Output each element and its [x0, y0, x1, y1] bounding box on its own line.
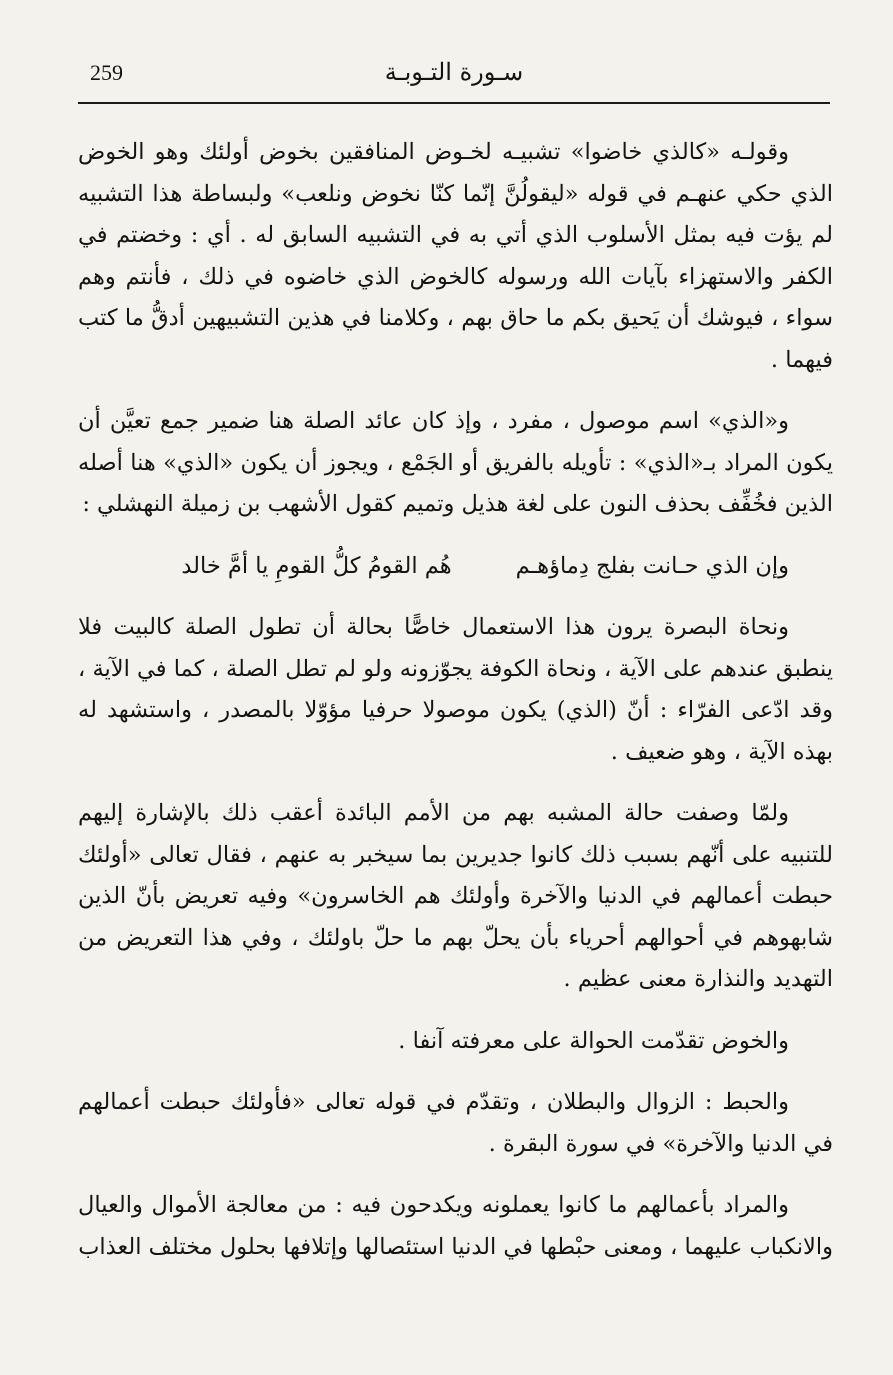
paragraph: والمراد بأعمالهم ما كانوا يعملونه ويكدحون فيه : من معالجة الأموال والعيال والانكباب عليهما ، ومعنى حبْطها في الدنيا استئصالها وإتلافها بحلول مختلف العذاب [78, 1192, 833, 1260]
running-title: سـورة التـوبـة [384, 58, 524, 86]
page-header [78, 58, 830, 98]
paragraph: وقولـه «كالذي خاضوا» تشبيـه لخـوض المنافقين بخوض أولئك وهو الخوض الذي حكي عنهـم في قوله «ليقولُنَّ إنّما كنّا نخوض ونلعب» ولبساطة هذا التشبيه لم يؤت فيه بمثل الأسلوب الذي أتي به في التشبيه السابق له . أي : وخضتم في الكفر والاستهزاء بآيات الله ورسوله كالخوض الذي خاضوه في ذلك ، فأنتم وهم سواء ، فيوشك أن يَحيق بكم ما حاق بهم ، وكلامنا في هذين التشبيهين أدقُّ ما كتب فيهما . [78, 139, 833, 373]
page-number: 259 [90, 60, 123, 85]
paragraph: والخوض تقدّمت الحوالة على معرفته آنفا . [398, 1027, 789, 1054]
header-rule [78, 102, 830, 104]
poetry-verse [78, 546, 833, 588]
verse-first-hemistich: وإن الذي حـانت بفلج دِماؤهـم [515, 552, 789, 579]
paragraph: والحبط : الزوال والبطلان ، وتقدّم في قوله تعالى «فأولئك حبطت أعمالهم في الدنيا والآخرة» في سورة البقرة . [78, 1089, 833, 1157]
verse-second-hemistich: هُم القومُ كلُّ القومِ يا أمَّ خالد [181, 552, 452, 579]
paragraph: ونحاة البصرة يرون هذا الاستعمال خاصًّا بحالة أن تطول الصلة كالبيت فلا ينطبق عندهم على الآية ، ونحاة الكوفة يجوّزونه ولو لم تطل الصلة ، كما في الآية ، وقد ادّعى الفرّاء : أنّ (الذي) يكون موصولا حرفيا مؤوّلا بالمصدر ، واستشهد له بهذه الآية ، وهو ضعيف . [78, 614, 833, 765]
body-text [78, 132, 833, 1288]
paragraph: ولمّا وصفت حالة المشبه بهم من الأمم البائدة أعقب ذلك بالإشارة إليهم للتنبيه على أنّهم بسبب ذلك كانوا جديرين بما سيخبر به عنهم ، فقال تعالى «أولئك حبطت أعمالهم في الدنيا والآخرة وأولئك هم الخاسرون» وفيه تعريض بأنّ الذين شابهوهم في أحوالهم أحرياء بأن يحلّ بهم ما حلّ باولئك ، وفي هذا التعريض من التهديد والنذارة معنى عظيم . [78, 800, 833, 992]
paragraph: و«الذي» اسم موصول ، مفرد ، وإذ كان عائد الصلة هنا ضمير جمع تعيَّن أن يكون المراد بـ«الذي» : تأويله بالفريق أو الجَمْع ، ويجوز أن يكون «الذي» هنا أصله الذين فخُفِّف بحذف النون على لغة هذيل وتميم كقول الأشهب بن زميلة النهشلي : [78, 408, 833, 517]
